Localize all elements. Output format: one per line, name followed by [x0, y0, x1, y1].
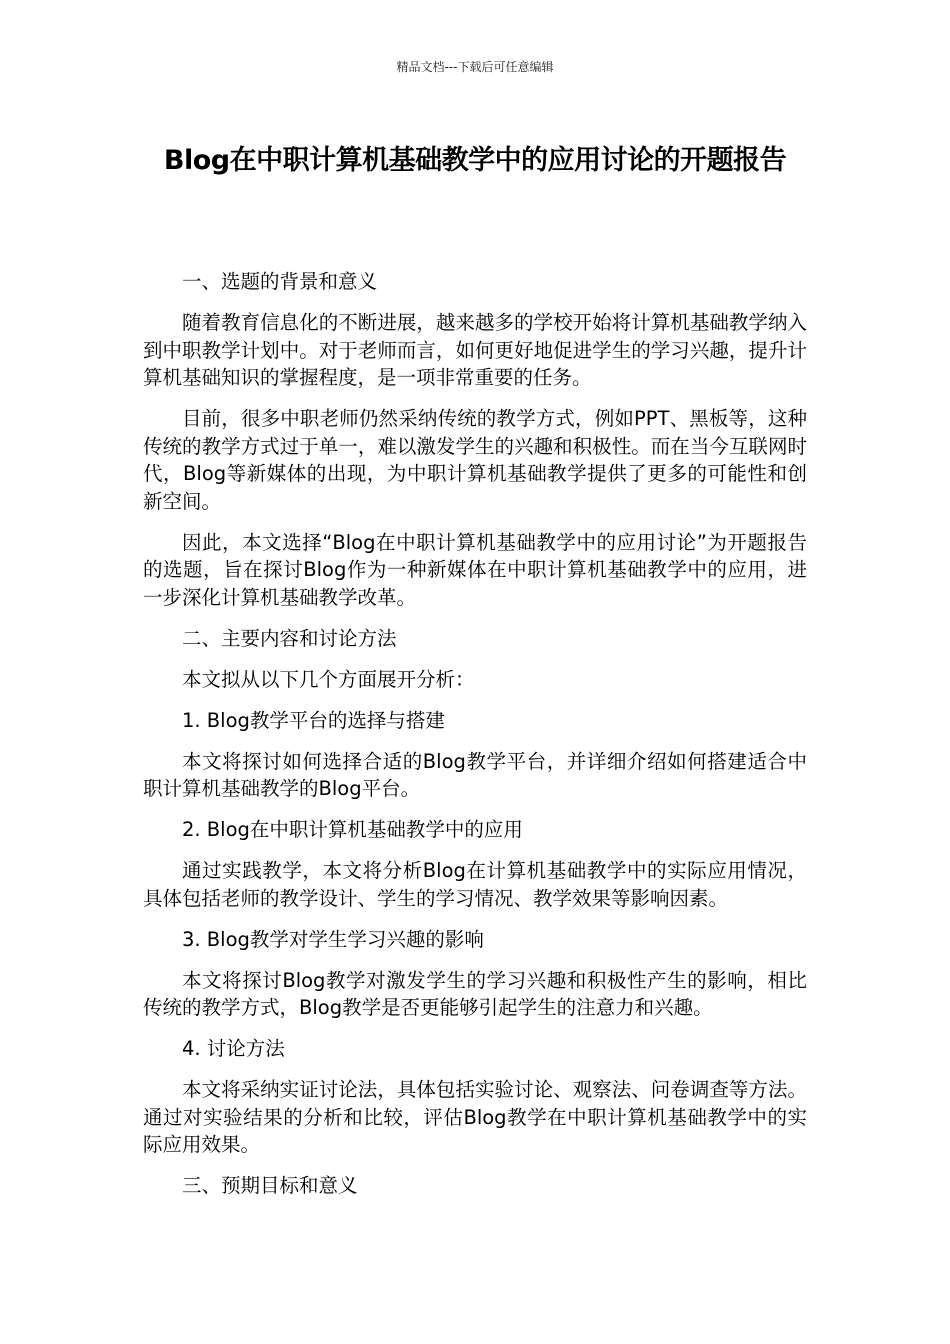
subsection-heading-3: 3. Blog教学对学生学习兴趣的影响 — [182, 927, 484, 951]
paragraph: 本文将采纳实证讨论法，具体包括实验讨论、观察法、问卷调查等方法。通过对实验结果的分析和比较，评估Blog教学在中职计算机基础教学中的实际应用效果。 — [143, 1078, 807, 1156]
section-heading-1: 一、选题的背景和意义 — [182, 270, 378, 293]
paragraph: 本文拟从以下几个方面展开分析： — [182, 667, 475, 691]
document-title: Blog在中职计算机基础教学中的应用讨论的开题报告 — [163, 145, 787, 176]
section-heading-3: 三、预期目标和意义 — [182, 1174, 358, 1197]
paragraph: 目前，很多中职老师仍然采纳传统的教学方式，例如PPT、黑板等，这种传统的教学方式过于单一，难以激发学生的兴趣和积极性。而在当今互联网时代，Blog等新媒体的出现，为中职计算机基础教学提供了更多的可能性和创新空间。 — [143, 407, 807, 513]
paragraph: 随着教育信息化的不断进展，越来越多的学校开始将计算机基础教学纳入到中职教学计划中。对于老师而言，如何更好地促进学生的学习兴趣，提升计算机基础知识的掌握程度，是一项非常重要的任务。 — [143, 311, 807, 389]
section-heading-2: 二、主要内容和讨论方法 — [182, 626, 397, 650]
subsection-heading-4: 4. 讨论方法 — [182, 1037, 285, 1060]
header-note: 精品文档---下载后可任意编辑 — [396, 60, 554, 74]
paragraph: 本文将探讨如何选择合适的Blog教学平台，并详细介绍如何搭建适合中职计算机基础教学的Blog平台。 — [143, 749, 807, 800]
paragraph: 本文将探讨Blog教学对激发学生的学习兴趣和积极性产生的影响，相比传统的教学方式，Blog教学是否更能够引起学生的注意力和兴趣。 — [143, 968, 807, 1019]
paragraph: 因此，本文选择“Blog在中职计算机基础教学中的应用讨论”为开题报告的选题，旨在探讨Blog作为一种新媒体在中职计算机基础教学中的应用，进一步深化计算机基础教学改革。 — [143, 530, 807, 609]
paragraph: 通过实践教学，本文将分析Blog在计算机基础教学中的实际应用情况，具体包括老师的教学设计、学生的学习情况、教学效果等影响因素。 — [143, 859, 807, 910]
subsection-heading-1: 1. Blog教学平台的选择与搭建 — [182, 708, 445, 732]
subsection-heading-2: 2. Blog在中职计算机基础教学中的应用 — [182, 818, 523, 841]
document-body — [143, 268, 807, 1213]
